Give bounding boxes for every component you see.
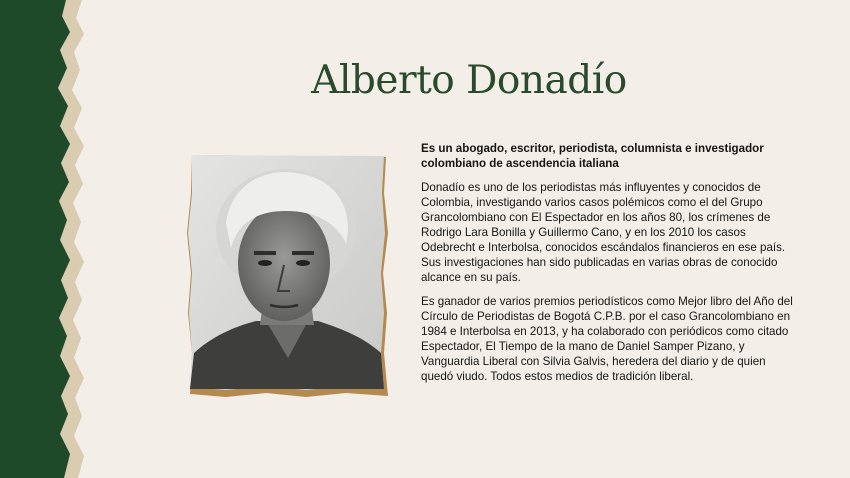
bio-text (421, 141, 793, 393)
bio-paragraph-2: Es ganador de varios premios periodísticos como Mejor libro del Año del Círculo de Periodistas de Bogotá C.P.B. por el caso Grancolombiano en 1984 e Interbolsa en 2013, y ha colaborado con periódicos como citado Espectador, El Tiempo de la mano de Daniel Samper Pizano, y Vanguardia Liberal con Silvia Galvis, heredera del diario y de quien quedó viudo. Todos estos medios de tradición liberal. (421, 295, 793, 383)
bio-paragraph-1: Donadío es uno de los periodistas más influyentes y conocidos de Colombia, investigando varios casos polémicos como el del Grupo Grancolombiano con El Espectador en los años 80, los crímenes de Rodrigo Lara Bonilla y Guillermo Cano, y en los 2010 los casos Odebrecht e Interbolsa, conocidos escándalos financieros en ese país. Sus investigaciones han sido publicadas en varias obras de conocido alcance en su país. (421, 181, 786, 284)
portrait-photo (186, 153, 390, 398)
page-title: Alberto Donadío (311, 58, 627, 103)
bio-intro: Es un abogado, escritor, periodista, columnista e investigador colombiano de ascendencia italiana (421, 142, 764, 170)
portrait-image (186, 153, 390, 398)
